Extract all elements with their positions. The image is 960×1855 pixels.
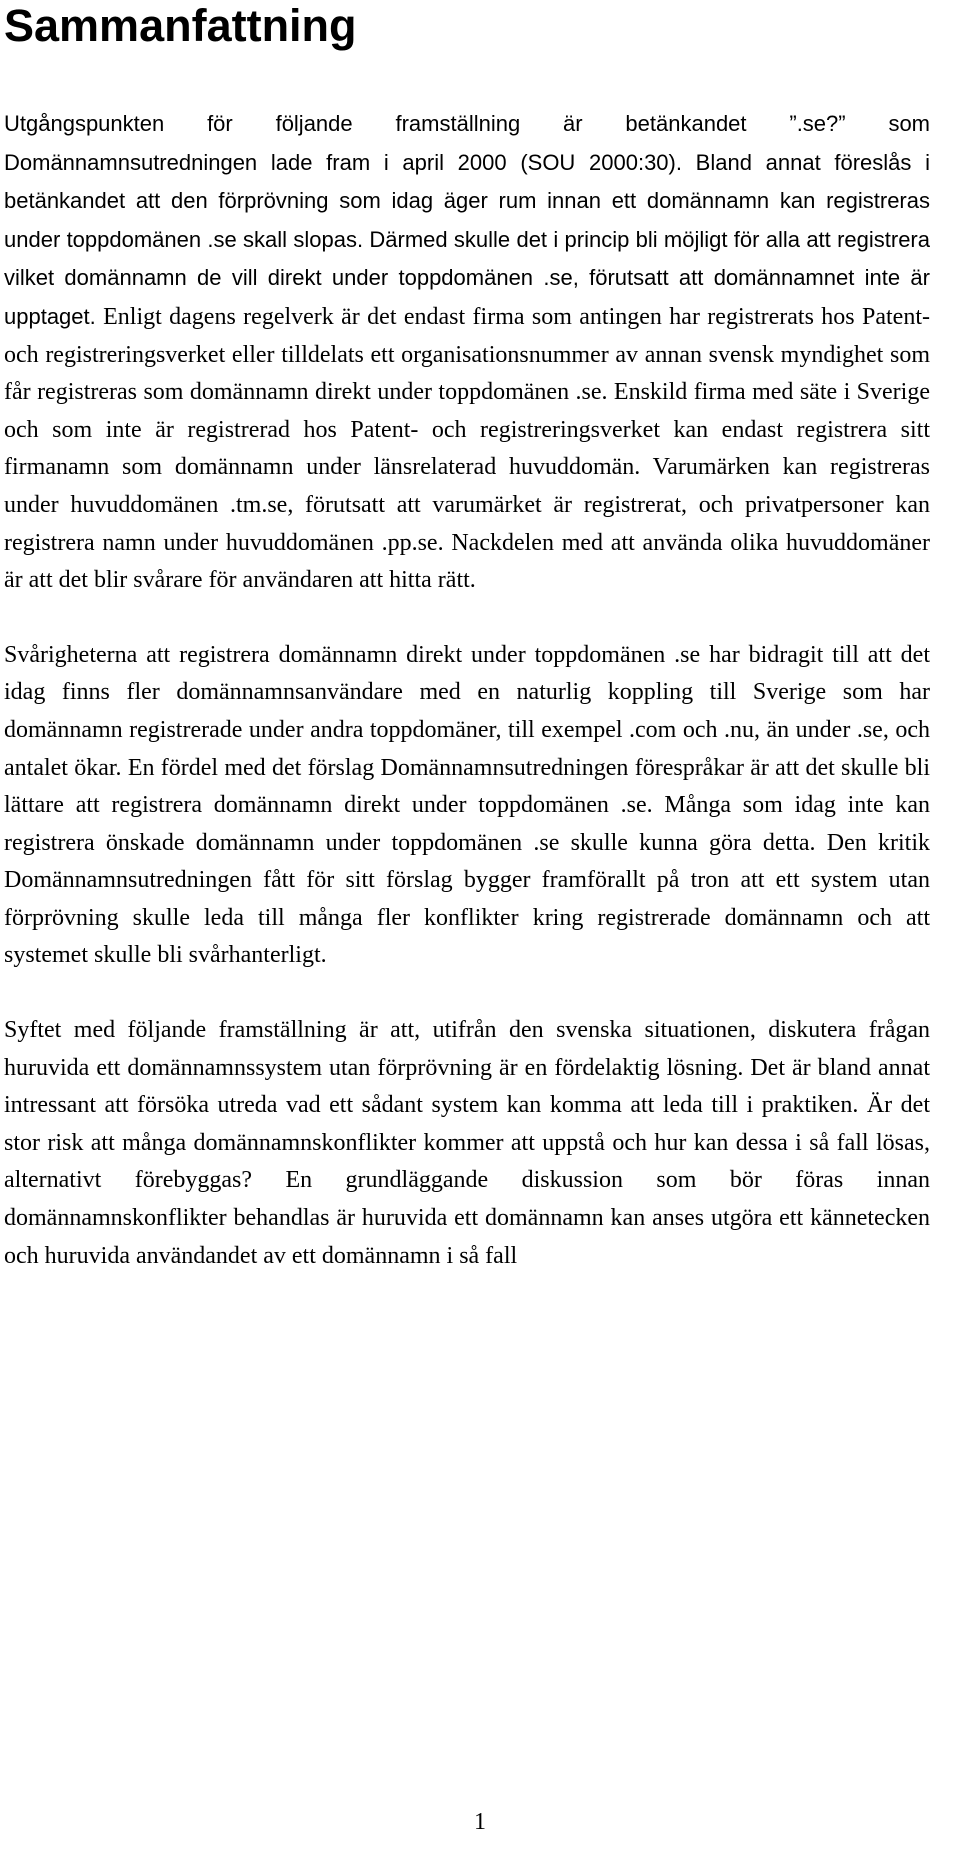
paragraph-1-serif-text: Enligt dagens regelverk är det endast firma som antingen har registrerats hos Patent- och registreringsverket eller tilldelats ett organisationsnummer av annan svensk myndighet som får registreras som domännamn direkt under toppdomänen .se. Enskild firma med säte i Sverige och som inte är registrerad hos Patent- och registreringsverket kan endast registrera sitt firmanamn som domännamn under länsrelaterad huvuddomän. Varumärken kan registreras under huvuddomänen .tm.se, förutsatt att varumärket är registrerat, och privatpersoner kan registrera namn under huvuddomänen .pp.se. Nackdelen med att använda olika huvuddomäner är att det blir svårare för användaren att hitta rätt.	[4, 303, 930, 594]
paragraph-3: Syftet med följande framställning är att, utifrån den svenska situationen, diskutera frågan huruvida ett domännamnssystem utan förprövning är en fördelaktig lösning. Det är bland annat intressant att försöka utreda vad ett sådant system kan komma att leda till i praktiken. Är det stor risk att många domännamnskonflikter kommer att uppstå och hur kan dessa i så fall lösas, alternativt förebyggas? En grundläggande diskussion som bör föras innan domännamnskonflikter behandlas är huruvida ett domännamn kan anses utgöra ett kännetecken och huruvida användandet av ett domännamn i så fall	[4, 1017, 930, 1269]
paragraph-1-sans-text: Utgångspunkten för följande framställning är betänkandet ”.se?” som Domännamnsutredningen lade fram i april 2000 (SOU 2000:30). Bland annat föreslås i betänkandet att den förprövning som idag äger rum innan ett domännamn kan registreras under toppdomänen .se skall slopas. Därmed skulle det i princip bli möjligt för alla att registrera vilket domännamn de vill direkt under toppdomänen .se, förutsatt att domännamnet inte är upptaget.	[4, 111, 930, 329]
page-title: Sammanfattning	[4, 0, 357, 51]
paragraph-1	[4, 105, 930, 600]
page-number: 1	[474, 1809, 486, 1835]
paragraph-2: Svårigheterna att registrera domännamn direkt under toppdomänen .se har bidragit till att det idag finns fler domännamnsanvändare med en naturlig koppling till Sverige som har domännamn registrerade under andra toppdomäner, till exempel .com och .nu, än under .se, och antalet ökar. En fördel med det förslag Domännamnsutredningen förespråkar är att det skulle bli lättare att registrera domännamn direkt under toppdomänen .se. Många som idag inte kan registrera önskade domännamn under toppdomänen .se skulle kunna göra detta. Den kritik Domännamnsutredningen fått för sitt förslag bygger framförallt på tron att ett system utan förprövning skulle leda till många fler konflikter kring registrerade domännamn och att systemet skulle bli svårhanterligt.	[4, 641, 930, 969]
